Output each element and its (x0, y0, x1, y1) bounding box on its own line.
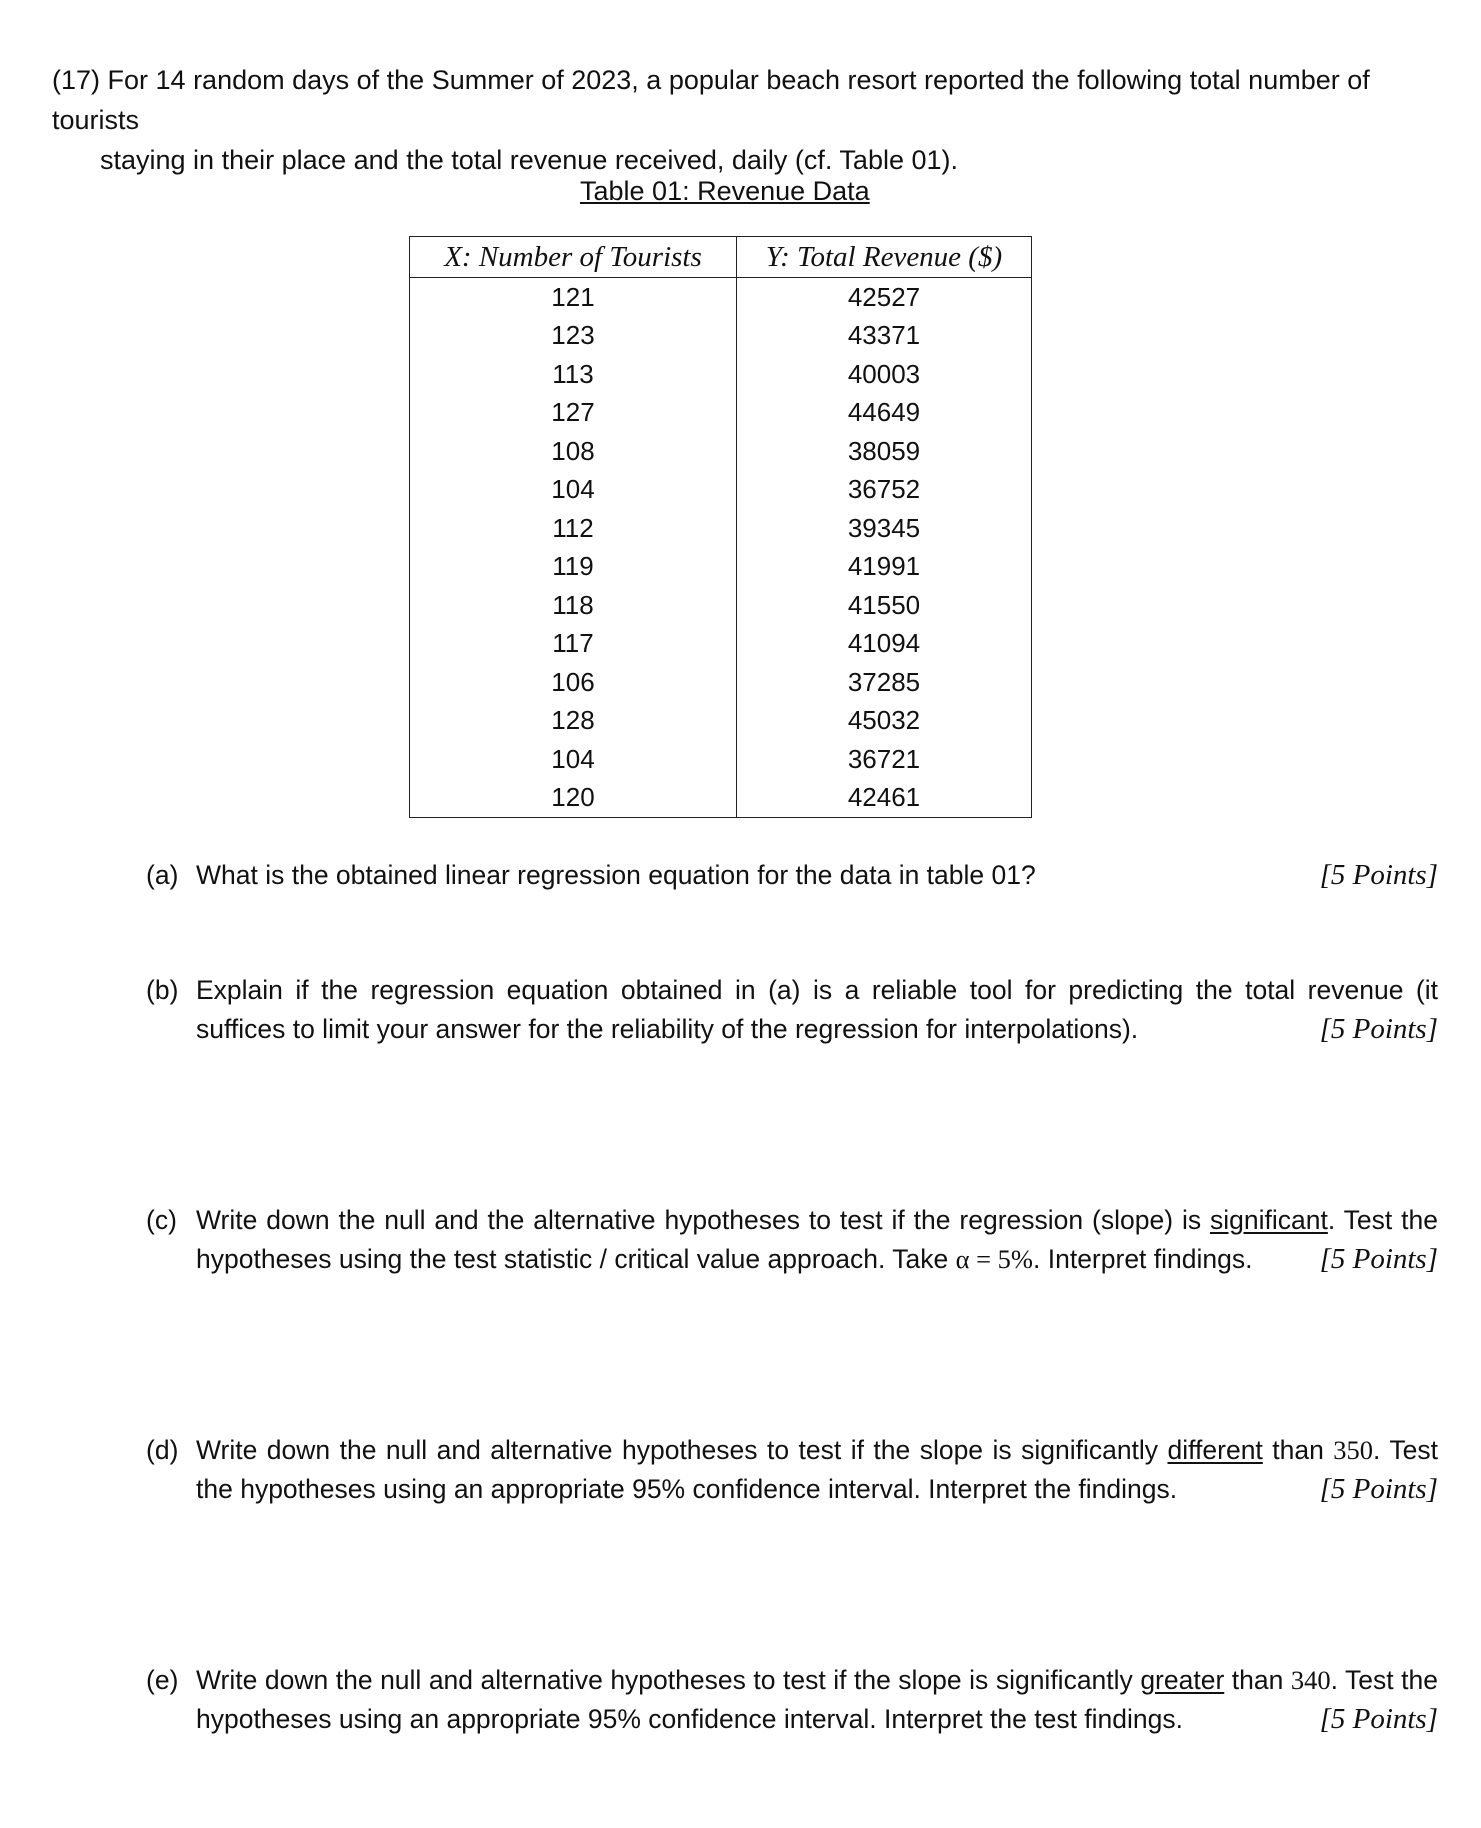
question-b-label: (b) (146, 975, 179, 1005)
question-c-alpha: α = 5% (955, 1244, 1033, 1274)
table-row (410, 509, 1032, 548)
question-d-label: (d) (146, 1435, 179, 1465)
cell-tourists: 127 (410, 394, 737, 433)
cell-revenue: 45032 (737, 702, 1032, 741)
question-e-label: (e) (146, 1665, 179, 1695)
cell-revenue: 36721 (737, 740, 1032, 779)
cell-revenue: 41991 (737, 548, 1032, 587)
question-b-points: [5 Points] (1319, 1013, 1438, 1045)
question-a-points: [5 Points] (1319, 859, 1438, 891)
question-a-text: What is the obtained linear regression equation for the data in table 01? (196, 860, 1036, 890)
cell-tourists: 104 (410, 740, 737, 779)
question-e-text-before: Write down the null and alternative hypotheses to test if the slope is significantly (196, 1665, 1141, 1695)
table-row (410, 471, 1032, 510)
table-body (410, 278, 1032, 818)
table-caption: Table 01: Revenue Data (580, 176, 870, 206)
table-row (410, 317, 1032, 356)
question-e-underlined: greater (1140, 1665, 1225, 1695)
cell-tourists: 104 (410, 471, 737, 510)
table-row (410, 278, 1032, 317)
cell-revenue: 41094 (737, 625, 1032, 664)
cell-tourists: 121 (410, 278, 737, 317)
cell-tourists: 118 (410, 586, 737, 625)
cell-revenue: 38059 (737, 432, 1032, 471)
cell-revenue: 40003 (737, 355, 1032, 394)
cell-tourists: 108 (410, 432, 737, 471)
table-row (410, 432, 1032, 471)
col-y-header: Y: Total Revenue ($) (737, 237, 1032, 278)
question-a (146, 856, 1438, 895)
question-e-text-mid: than (1224, 1665, 1291, 1695)
question-e-text-after: . Test the hypotheses using an appropriate 95% confidence interval. Interpret the test findings. (196, 1665, 1438, 1734)
question-d-text-before: Write down the null and alternative hypotheses to test if the slope is significantly (196, 1435, 1168, 1465)
question-c-points: [5 Points] (1319, 1243, 1438, 1275)
question-d-points: [5 Points] (1319, 1473, 1438, 1505)
cell-revenue: 43371 (737, 317, 1032, 356)
table-row (410, 663, 1032, 702)
cell-revenue: 39345 (737, 509, 1032, 548)
question-d (146, 1431, 1438, 1509)
question-b-text: Explain if the regression equation obtained in (a) is a reliable tool for predicting the total revenue (it suffices to limit your answer for the reliability of the regression for interpolations). (196, 975, 1438, 1044)
table-row (410, 394, 1032, 433)
question-c-text-after: . Interpret findings. (1033, 1244, 1253, 1274)
cell-revenue: 42461 (737, 779, 1032, 818)
cell-tourists: 117 (410, 625, 737, 664)
problem-intro (52, 60, 1442, 180)
question-c-text-before: Write down the null and the alternative hypotheses to test if the regression (slope) is (196, 1205, 1210, 1235)
question-a-label: (a) (146, 860, 179, 890)
table-row (410, 740, 1032, 779)
table-row (410, 625, 1032, 664)
cell-tourists: 112 (410, 509, 737, 548)
table-row (410, 702, 1032, 741)
question-c-underlined: significant (1210, 1205, 1328, 1235)
cell-tourists: 106 (410, 663, 737, 702)
cell-revenue: 37285 (737, 663, 1032, 702)
cell-revenue: 42527 (737, 278, 1032, 317)
question-c-label: (c) (146, 1205, 177, 1235)
cell-revenue: 36752 (737, 471, 1032, 510)
table-header-row (410, 237, 1032, 278)
question-e (146, 1661, 1438, 1739)
question-c (146, 1201, 1438, 1279)
question-d-text-mid: than (1262, 1435, 1334, 1465)
cell-revenue: 41550 (737, 586, 1032, 625)
question-d-text-after: . Test the hypotheses using an appropriate 95% confidence interval. Interpret the findings. (196, 1435, 1438, 1504)
intro-line-2: staying in their place and the total revenue received, daily (cf. Table 01). (100, 145, 959, 175)
problem-number: (17) (52, 65, 101, 95)
question-d-underlined: different (1167, 1435, 1263, 1465)
col-x-header: X: Number of Tourists (410, 237, 737, 278)
question-b (146, 971, 1438, 1049)
cell-tourists: 120 (410, 779, 737, 818)
question-e-points: [5 Points] (1319, 1703, 1438, 1735)
intro-line-1: For 14 random days of the Summer of 2023, a popular beach resort reported the following total number of tourists (52, 65, 1370, 135)
question-d-value: 350 (1333, 1435, 1374, 1465)
table-row (410, 779, 1032, 818)
cell-tourists: 128 (410, 702, 737, 741)
table-row (410, 548, 1032, 587)
cell-tourists: 113 (410, 355, 737, 394)
table-row (410, 355, 1032, 394)
question-c-text-mid: . Test the hypotheses using the test statistic / critical value approach. Take (196, 1205, 1438, 1274)
table-row (410, 586, 1032, 625)
cell-tourists: 123 (410, 317, 737, 356)
cell-revenue: 44649 (737, 394, 1032, 433)
revenue-table (409, 236, 1032, 818)
cell-tourists: 119 (410, 548, 737, 587)
question-e-value: 340 (1290, 1665, 1331, 1695)
